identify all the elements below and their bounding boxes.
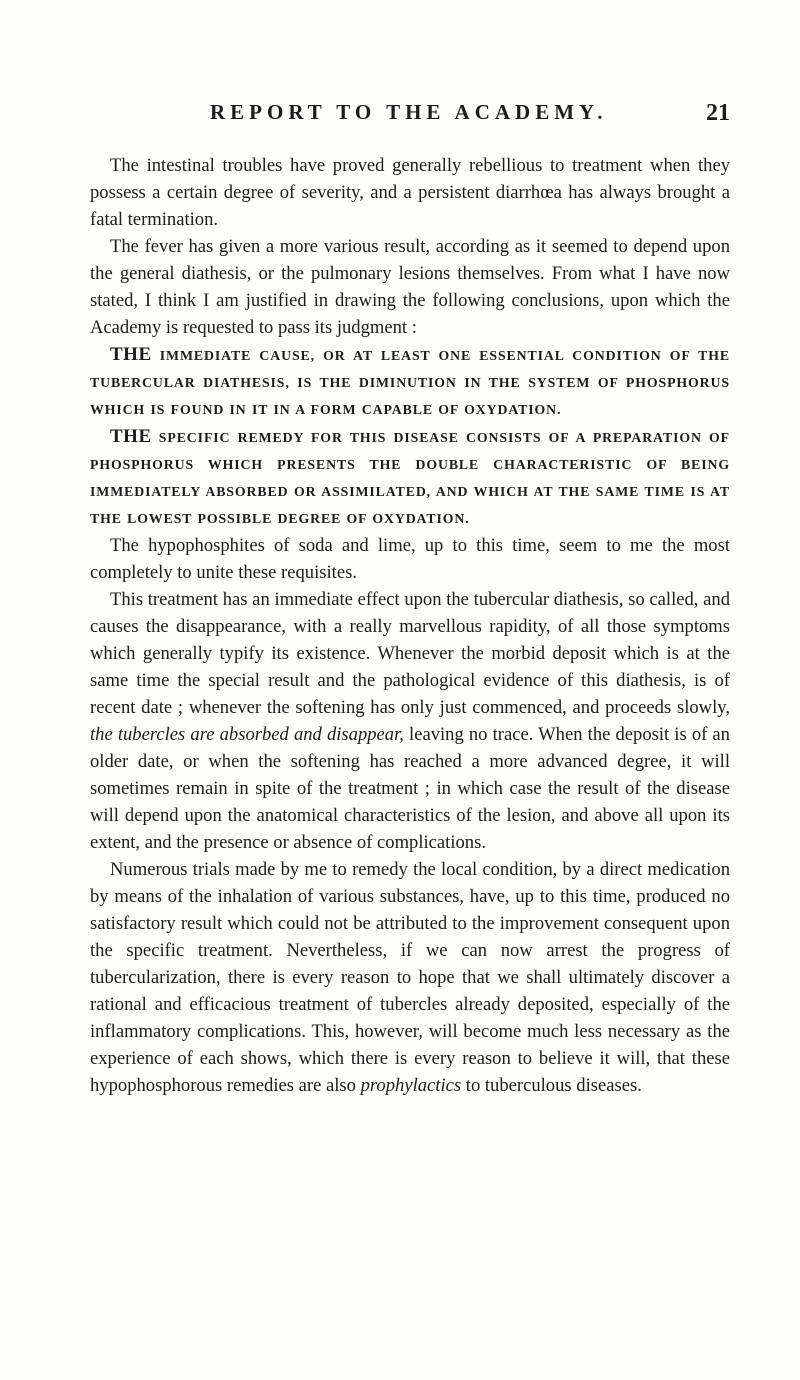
running-title: REPORT TO THE ACADEMY.	[210, 100, 608, 124]
text-run: leaving no trace. When the deposit is of an older date, or when the softening has reached a more advanced degree, it will sometimes remain in spite of the treatment ; in which case the result of the disease will depend upon the anatomical characteristics of the lesion, and above all upon its extent, and the presence or absence of complications.	[90, 724, 730, 853]
text-run: Numerous trials made by me to remedy the local condition, by a direct medication by means of the inhalation of various substances, have, up to this time, produced no satisfactory result which could not be attributed to the improvement consequent upon the specific treatment. Nevertheless, if we can now arrest the progress of tubercularization, there is every reason to hope that we shall ultimately discover a rational and efficacious treatment of tubercles already deposited, especially of the inflammatory complications. This, however, will become much less necessary as the experience of each shows, which there is every reason to believe it will, that these hypophosphorous remedies are also	[90, 859, 730, 1096]
conclusion-immediate-cause	[90, 341, 730, 423]
conclusion-text: IMMEDIATE CAUSE, OR AT LEAST ONE ESSENTIAL CONDITION OF THE TUBERCULAR DIATHESIS, IS THE DIMINUTION IN THE SYSTEM OF PHOSPHORUS WHICH IS FOUND IN IT IN A FORM CAPABLE OF OXYDATION.	[90, 348, 730, 417]
conclusion-lead-word: THE	[110, 426, 152, 447]
page-number: 21	[706, 100, 730, 126]
italic-text-run: prophylactics	[360, 1075, 462, 1096]
paragraph-fever: The fever has given a more various result, according as it seemed to depend upon the general diathesis, or the pulmonary lesions themselves. From what I have now stated, I think I am justified in drawing the following conclusions, upon which the Academy is requested to pass its judgment :	[90, 236, 730, 338]
body-text	[90, 152, 730, 1099]
running-head	[200, 100, 730, 128]
paragraph-intestinal-troubles: The intestinal troubles have proved generally rebellious to treatment when they possess a certain degree of severity, and a persistent diarrhœa has always brought a fatal termination.	[90, 155, 730, 230]
conclusion-text: SPECIFIC REMEDY FOR THIS DISEASE CONSISTS OF A PREPARATION OF PHOSPHORUS WHICH PRESENTS THE DOUBLE CHARACTERISTIC OF BEING IMMEDIATELY ABSORBED OR ASSIMILATED, AND WHICH AT THE SAME TIME IS AT THE LOWEST POSSIBLE DEGREE OF OXYDATION.	[90, 430, 730, 526]
text-run: to tuberculous diseases.	[461, 1075, 642, 1096]
italic-text-run: the tubercles are absorbed and disappear,	[90, 724, 404, 745]
paragraph-treatment-effect	[90, 586, 730, 856]
text-run: This treatment has an immediate effect upon the tubercular diathesis, so called, and causes the disappearance, with a really marvellous rapidity, of all those symptoms which generally typify its existence. Whenever the morbid deposit which is at the same time the special result and the pathological evidence of this diathesis, is of recent date ; whenever the softening has only just commenced, and proceeds slowly,	[90, 589, 730, 718]
conclusion-specific-remedy	[90, 423, 730, 532]
paragraph-numerous-trials	[90, 856, 730, 1099]
paragraph-hypophosphites: The hypophosphites of soda and lime, up to this time, seem to me the most completely to unite these requisites.	[90, 535, 730, 583]
conclusion-lead-word: THE	[110, 344, 152, 365]
